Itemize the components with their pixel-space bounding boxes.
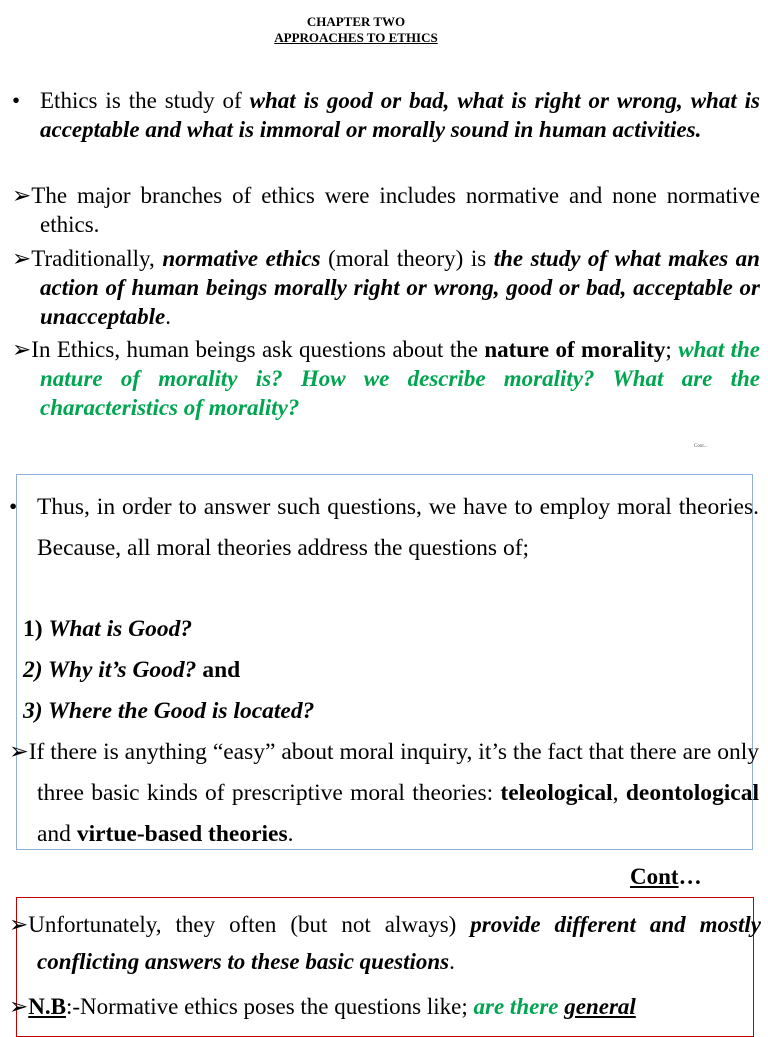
paragraph-three-theories <box>9 732 759 855</box>
question-text: 3) Where the Good is located? <box>23 698 315 724</box>
question-text: 2) Why it’s Good? <box>23 657 197 683</box>
bold-text: nature of morality <box>484 337 666 362</box>
arrow-bullet-icon: ➢ <box>12 246 32 271</box>
bullet-icon: • <box>9 494 18 520</box>
chapter-label: CHAPTER TWO <box>306 14 406 29</box>
text-segment: If there is anything “easy” about moral inquiry, it’s the fact that there are only three basic kinds of prescriptive moral theories: <box>28 739 759 806</box>
paragraph-branches <box>12 181 760 239</box>
chapter-title: APPROACHES TO ETHICS <box>274 30 438 45</box>
text-segment: Ethics is the study of <box>40 88 250 113</box>
text-segment: . <box>449 949 455 974</box>
chapter-header <box>0 14 712 46</box>
bold-text: deontological <box>625 780 759 806</box>
text-segment: and <box>37 821 77 847</box>
nb-label: N.B <box>28 994 66 1019</box>
question-2 <box>23 650 745 691</box>
paragraph-nb-note <box>9 988 761 1025</box>
paragraph-nature-of-morality <box>12 335 761 422</box>
cont-word: Cont <box>630 864 679 889</box>
green-emphasis-text: are there <box>473 994 565 1019</box>
paragraph-conflicting-answers <box>9 906 761 980</box>
text-segment: Traditionally, <box>31 246 163 271</box>
continued-label <box>630 864 702 890</box>
emphasis-text: the study of what makes an action of human beings morally right or wrong, good or bad, acceptable or unacceptable <box>40 246 760 329</box>
bold-text: teleological <box>500 780 613 806</box>
paragraph-ethics-definition <box>12 86 760 144</box>
question-number: 1) <box>23 616 49 642</box>
text-segment: In Ethics, human beings ask questions about the <box>31 337 485 362</box>
emphasis-text: what is good or bad, what is right or wrong, what is acceptable and what is immoral or morally sound in human activities. <box>40 88 760 142</box>
arrow-bullet-icon: ➢ <box>12 183 32 208</box>
bold-text: and <box>196 657 241 683</box>
moral-theories-box <box>9 474 759 850</box>
question-3 <box>23 691 745 732</box>
text-segment: , <box>612 780 626 806</box>
arrow-bullet-icon: ➢ <box>9 739 29 765</box>
text-segment: ; <box>665 337 679 362</box>
text-segment: (moral theory) is <box>320 246 494 271</box>
paragraph-normative-ethics <box>12 244 760 331</box>
bold-text: virtue-based theories <box>76 821 288 847</box>
text-segment: :-Normative ethics poses the questions like; <box>65 994 474 1019</box>
question-1 <box>23 609 745 650</box>
arrow-bullet-icon: ➢ <box>9 994 29 1019</box>
text-segment: The major branches of ethics were includes normative and none normative ethics. <box>31 183 760 237</box>
ellipsis: … <box>678 864 702 889</box>
text-segment: . <box>165 304 171 329</box>
question-text: What is Good? <box>48 616 193 642</box>
underlined-emphasis-text: general <box>564 994 636 1019</box>
bullet-icon: • <box>12 88 21 113</box>
emphasis-text: provide different and mostly conflicting answers to these basic questions <box>37 912 761 974</box>
text-segment: Unfortunately, they often (but not always) <box>28 912 471 937</box>
arrow-bullet-icon: ➢ <box>9 912 29 937</box>
paragraph-moral-theories <box>9 487 759 569</box>
emphasis-text: normative ethics <box>162 246 321 271</box>
conflicting-answers-box <box>9 897 761 1037</box>
text-segment: . <box>287 821 294 847</box>
text-segment: Thus, in order to answer such questions, we have to employ moral theories. Because, all moral theories address the questions of; <box>37 494 759 561</box>
tiny-footnote: Cont... <box>694 444 708 449</box>
arrow-bullet-icon: ➢ <box>12 337 32 362</box>
green-emphasis-text: what the nature of morality is? How we describe morality? What are the characteristics of morality? <box>40 337 761 420</box>
